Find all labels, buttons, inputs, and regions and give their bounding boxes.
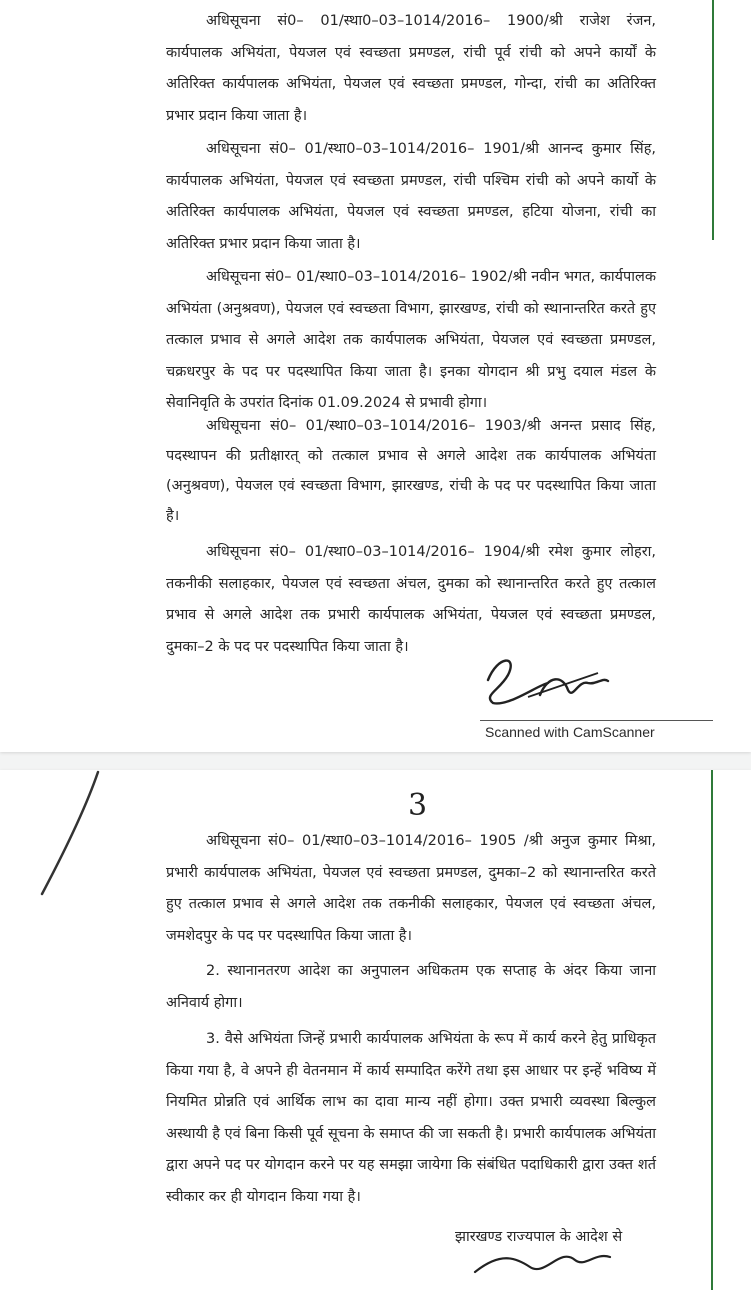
scanned-page-2 <box>0 770 751 1290</box>
notification-paragraph: अधिसूचना सं0– 01/स्था0–03–1014/2016– 1905 /श्री अनुज कुमार मिश्रा, प्रभारी कार्यपालक अभियंता, पेयजल एवं स्वच्छता प्रमण्डल, दुमका–2 को स्थानान्तरित करते हुए तत्काल प्रभाव से अगले आदेश तक तकनीकी सलाहकार, पेयजल एवं स्वच्छता अंचल, जमशेदपुर के पद पर पदस्थापित किया जाता है। <box>166 833 656 944</box>
scanner-watermark: Scanned with CamScanner <box>485 724 655 740</box>
notification-paragraph: अधिसूचना सं0– 01/स्था0–03–1014/2016– 1904/श्री रमेश कुमार लोहरा, तकनीकी सलाहकार, पेयजल एवं स्वच्छता अंचल, दुमका को स्थानान्तरित करते हुए तत्काल प्रभाव से अगले आदेश तक प्रभारी कार्यपालक अभियंता, पेयजल एवं स्वच्छता प्रमण्डल, दुमका–2 के पद पर पदस्थापित किया जाता है। <box>166 544 656 655</box>
notification-paragraph: अधिसूचना सं0– 01/स्था0–03–1014/2016– 1901/श्री आनन्द कुमार सिंह, कार्यपालक अभियंता, पेयजल एवं स्वच्छता प्रमण्डल, रांची पश्चिम रांची को अपने कार्यो के अतिरिक्त कार्यपालक अभियंता, पेयजल एवं स्वच्छता प्रमण्डल, हटिया योजना, रांची का अतिरिक्त प्रभार प्रदान किया जाता है। <box>166 141 656 252</box>
page-number: 3 <box>408 788 428 823</box>
notification-paragraph: अधिसूचना सं0– 01/स्था0–03–1014/2016– 1902/श्री नवीन भगत, कार्यपालक अभियंता (अनुश्रवण), पेयजल एवं स्वच्छता विभाग, झारखण्ड, रांची को स्थानान्तरित करते हुए तत्काल प्रभाव से अगले आदेश तक कार्यपालक अभियंता, पेयजल एवं स्वच्छता प्रमण्डल, चक्रधरपुर के पद पर पदस्थापित किया जाता है। इनका योगदान श्री प्रभु दयाल मंडल के सेवानिवृति के उपरांत दिनांक 01.09.2024 से प्रभावी होगा। <box>166 269 656 411</box>
notification-paragraph: अधिसूचना सं0– 01/स्था0–03–1014/2016– 1903/श्री अनन्त प्रसाद सिंह, पदस्थापन की प्रतीक्षारत् को तत्काल प्रभाव से अगले आदेश तक कार्यपालक अभियंता (अनुश्रवण), पेयजल एवं स्वच्छता विभाग, झारखण्ड, रांची के पद पर पदस्थापित किया जाता है। <box>166 418 656 524</box>
clause-paragraph: 2. स्थानानतरण आदेश का अनुपालन अधिकतम एक सप्ताह के अंदर किया जाना अनिवार्य होगा। <box>166 963 656 1011</box>
notification-paragraph: अधिसूचना सं0– 01/स्था0–03–1014/2016– 1900/श्री राजेश रंजन, कार्यपालक अभियंता, पेयजल एवं स्वच्छता प्रमण्डल, रांची पूर्व रांची को अपने कार्यों के अतिरिक्त कार्यपालक अभियंता, पेयजल एवं स्वच्छता प्रमण्डल, गोन्दा, रांची का अतिरिक्त प्रभार प्रदान किया जाता है। <box>166 13 656 124</box>
footer-rule <box>480 720 713 721</box>
page-edge-line <box>712 0 714 240</box>
signature-mark <box>470 1232 620 1282</box>
page-edge-line <box>711 770 713 1290</box>
pen-stroke-mark <box>30 770 110 910</box>
authority-line: झारखण्ड राज्यपाल के आदेश से <box>455 1229 623 1245</box>
signature-mark <box>478 645 618 715</box>
clause-paragraph: 3. वैसे अभियंता जिन्हें प्रभारी कार्यपालक अभियंता के रूप में कार्य करने हेतु प्राधिकृत किया गया है, वे अपने ही वेतनमान में कार्य सम्पादित करेंगे तथा इस आधार पर इन्हें भविष्य में नियमित प्रोन्नति एवं आर्थिक लाभ का दावा मान्य नहीं होगा। उक्त प्रभारी व्यवस्था बिल्कुल अस्थायी है एवं बिना किसी पूर्व सूचना के समाप्त की जा सकती है। प्रभारी कार्यपालक अभियंता द्वारा अपने पद पर योगदान करने पर यह समझा जायेगा कि संबंधित पदाधिकारी द्वारा उक्त शर्त स्वीकार कर ही योगदान किया गया है। <box>166 1031 656 1205</box>
